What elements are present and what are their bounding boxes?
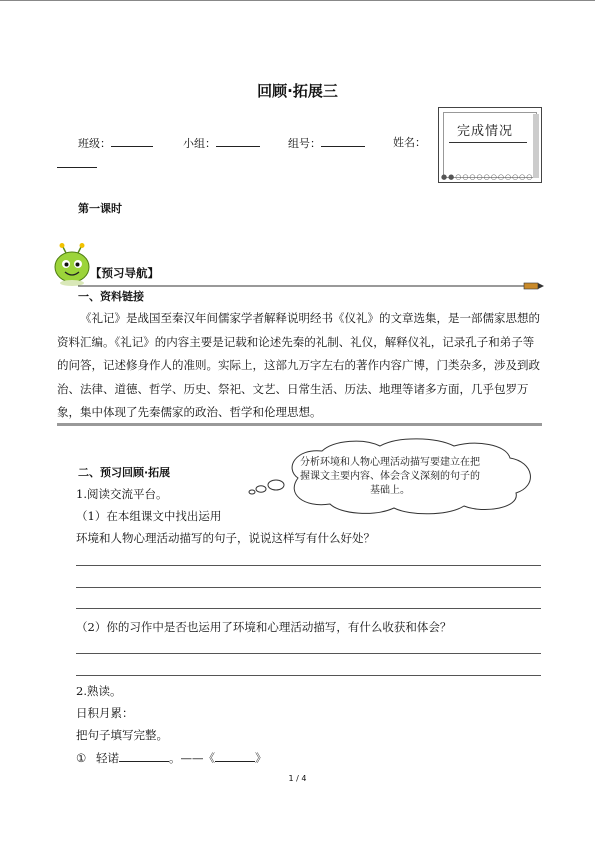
fill-blank-1[interactable] xyxy=(119,749,169,762)
answer-line[interactable] xyxy=(76,587,541,588)
status-box-shadow xyxy=(533,114,539,178)
question-1-part-b: 环境和人物心理活动描写的句子，说说这样写有什么好处？ xyxy=(76,531,375,545)
group-blank[interactable] xyxy=(216,134,260,147)
group-field xyxy=(183,134,260,151)
fill-item-number: ① xyxy=(76,751,87,765)
fill-blank-2[interactable] xyxy=(215,749,255,762)
daily-accumulation-label: 日积月累： xyxy=(76,706,134,720)
group-no-blank[interactable] xyxy=(321,134,365,147)
answer-line[interactable] xyxy=(76,675,541,676)
item-recite: 2.熟读。 xyxy=(76,684,122,698)
class-label: 班级： xyxy=(78,137,111,150)
class-field xyxy=(78,134,153,151)
question-2: （2）你的习作中是否也运用了环境和心理活动描写，有什么收获和体会？ xyxy=(76,620,452,634)
completion-status-box xyxy=(438,107,542,183)
answer-line[interactable] xyxy=(76,653,541,654)
lesson-title: 第一课时 xyxy=(78,202,122,215)
thought-bubble-text: 分析环境和人物心理活动描写要建立在把握课文主要内容、体会含义深刻的句子的基础上。 xyxy=(300,457,480,496)
section-data-link: 一、资料链接 xyxy=(78,290,144,303)
status-box-dots: ●●○○○○○○○○○○○ xyxy=(441,173,534,181)
class-blank[interactable] xyxy=(111,134,153,147)
group-no-field xyxy=(288,134,365,151)
fill-instruction: 把句子填写完整。 xyxy=(76,728,168,742)
page-number: 1 / 4 xyxy=(288,774,307,783)
name-blank[interactable] xyxy=(57,167,97,168)
name-field xyxy=(393,134,426,150)
section-review-title: 二、预习回顾·拓展 xyxy=(78,466,171,479)
section-review-heading xyxy=(78,464,170,480)
fill-item-mid: 。——《 xyxy=(168,751,215,765)
question-1-part-a: （1）在本组课文中找出运用 xyxy=(76,509,222,523)
item-reading-platform: 1.阅读交流平台。 xyxy=(76,487,168,501)
answer-line[interactable] xyxy=(76,608,541,609)
group-no-label: 组号： xyxy=(288,137,321,150)
pencil-divider-icon xyxy=(78,281,544,291)
page-title: 回顾·拓展三 xyxy=(257,82,338,100)
name-label: 姓名： xyxy=(393,136,426,149)
status-box-label: 完成情况 xyxy=(457,124,514,139)
group-label: 小组： xyxy=(183,137,216,150)
answer-line[interactable] xyxy=(76,565,541,566)
liji-paragraph: 《礼记》是战国至秦汉年间儒家学者解释说明经书《仪礼》的文章选集，是一部儒家思想的资料汇编。《礼记》的内容主要是记载和论述先秦的礼制、礼仪，解释仪礼，记录孔子和弟子等的问答，记述修身作人的准则。实际上，这部九万字左右的著作内容广博，门类杂多，涉及到政治、法律、道德、哲学、历史、祭祀、文艺、日常生活、历法、地理等诸多方面，几乎包罗万象，集中体现了先秦儒家的政治、哲学和伦理思想。 xyxy=(57,311,540,419)
fill-item-prefix: 轻诺 xyxy=(95,751,119,765)
fill-blank-item xyxy=(76,749,266,766)
fill-item-suffix: 》 xyxy=(254,751,267,765)
preview-nav-heading: 【预习导航】 xyxy=(90,266,159,280)
section-separator xyxy=(57,423,542,426)
top-border-line xyxy=(0,0,595,1)
status-box-underline xyxy=(449,142,527,143)
